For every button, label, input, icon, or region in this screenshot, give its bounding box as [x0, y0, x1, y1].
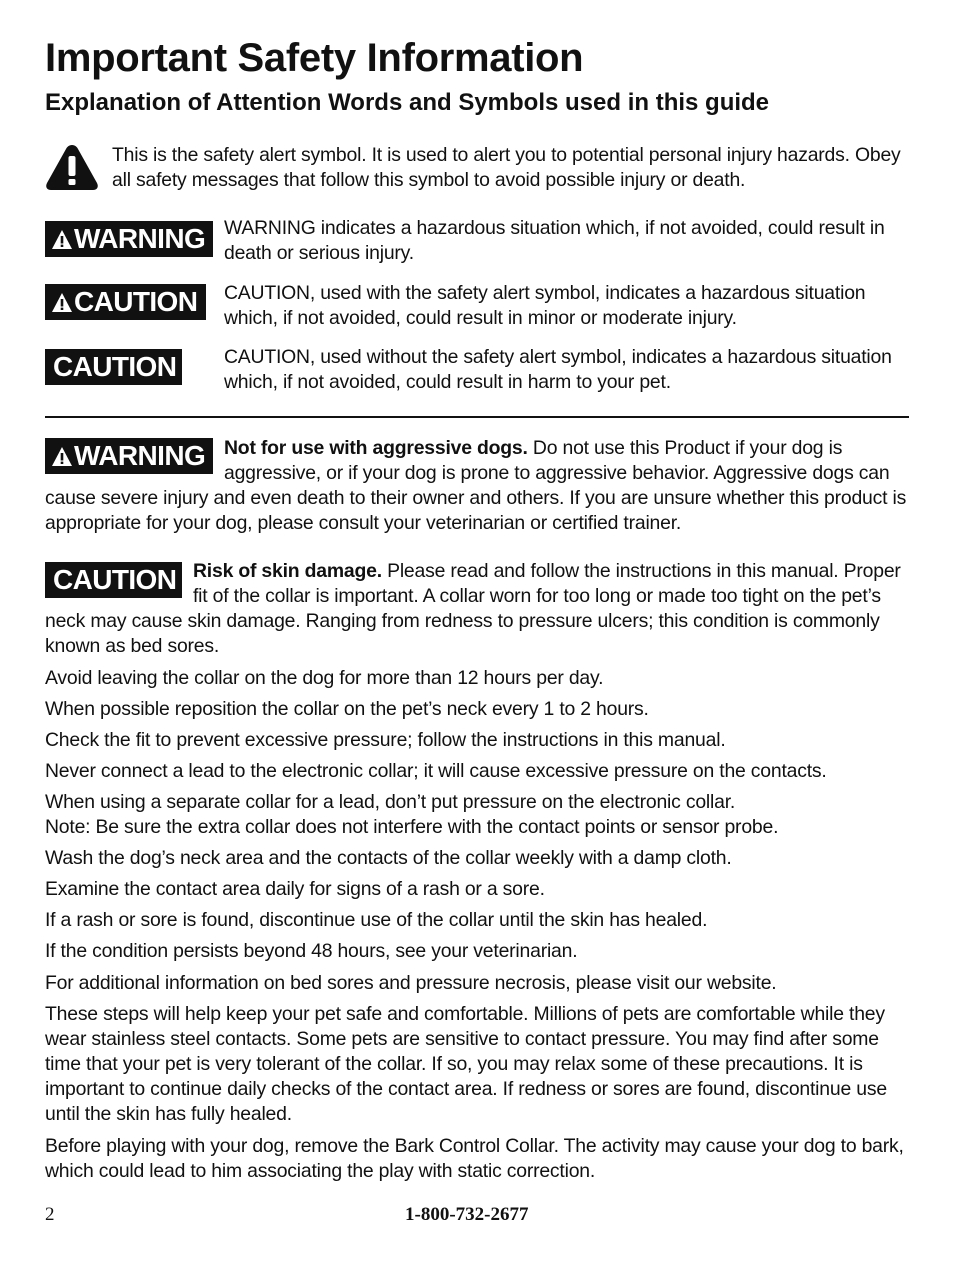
list-item: If the condition persists beyond 48 hours, see your veterinarian. [45, 940, 578, 962]
aggressive-dogs-warning [45, 436, 911, 536]
page-subtitle: Explanation of Attention Words and Symbols used in this guide [45, 89, 770, 116]
list-item: Avoid leaving the collar on the dog for more than 12 hours per day. [45, 667, 604, 689]
list-item: If a rash or sore is found, discontinue use of the collar until the skin has healed. [45, 909, 708, 931]
caution-with-symbol-label [45, 284, 206, 320]
aggressive-dogs-body: Do not use this Product if your dog is aggressive, or if your dog is prone to aggressive behavior. Aggressive dogs can cause severe injury and even death to their owner and others. If you are unsure whether this product is appropriate for your dog, please consult your veterinarian or certified trainer. [45, 437, 907, 534]
aggressive-dogs-heading: Not for use with aggressive dogs. [224, 437, 528, 459]
warning-definition: WARNING indicates a hazardous situation which, if not avoided, could result in death or serious injury. [224, 217, 885, 264]
caution-label-text: CAUTION [53, 564, 177, 595]
caution-label-text: CAUTION [74, 286, 198, 317]
caution-label-text: CAUTION [53, 351, 177, 382]
page-title: Important Safety Information [45, 36, 584, 80]
list-item-note: Note: Be sure the extra collar does not interfere with the contact points or sensor probe. [45, 816, 779, 838]
list-item-paragraph: These steps will help keep your pet safe and comfortable. Millions of pets are comfortable while they wear stainless steel contacts. Some pets are sensitive to contact pressure. You may find after some time that your pet is very tolerant of the collar. If so, you may relax some of these precautions. It is important to continue daily checks of the contact area. If redness or sores are found, discontinue use until the skin has fully healed. [45, 1003, 887, 1125]
caution-without-symbol-definition: CAUTION, used without the safety alert symbol, indicates a hazardous situation which, if not avoided, could result in harm to your pet. [224, 346, 892, 393]
list-item: When possible reposition the collar on the pet’s neck every 1 to 2 hours. [45, 698, 649, 720]
page-number: 2 [45, 1204, 55, 1225]
alert-symbol-description: This is the safety alert symbol. It is used to alert you to potential personal injury hazards. Obey all safety messages that follow this symbol to avoid possible injury or death. [112, 144, 901, 191]
skin-damage-body: Please read and follow the instructions in this manual. Proper fit of the collar is important. A collar worn for too long or made too tight on the pet’s neck may cause skin damage. Ranging from redness to pressure ulcers; this condition is commonly known as bed sores. [45, 560, 901, 657]
list-item-paragraph: Before playing with your dog, remove the Bark Control Collar. The activity may cause your dog to bark, which could lead to him associating the play with static correction. [45, 1135, 904, 1182]
list-item: Check the fit to prevent excessive pressure; follow the instructions in this manual. [45, 729, 726, 751]
list-item: When using a separate collar for a lead, don’t put pressure on the electronic collar. [45, 791, 736, 813]
warning-label [45, 221, 213, 257]
alert-triangle-icon [51, 229, 73, 251]
skin-damage-heading: Risk of skin damage. [193, 560, 382, 582]
list-item: Wash the dog’s neck area and the contacts of the collar weekly with a damp cloth. [45, 847, 732, 869]
list-item: Never connect a lead to the electronic collar; it will cause excessive pressure on the contacts. [45, 760, 827, 782]
list-item: Examine the contact area daily for signs of a rash or a sore. [45, 878, 545, 900]
alert-triangle-icon [51, 292, 73, 314]
caution-label [45, 349, 182, 385]
warning-label-text: WARNING [74, 223, 206, 254]
caution-with-symbol-definition: CAUTION, used with the safety alert symbol, indicates a hazardous situation which, if not avoided, could result in minor or moderate injury. [224, 282, 866, 329]
section-divider [45, 416, 909, 418]
phone-number: 1-800-732-2677 [405, 1204, 529, 1225]
list-item: For additional information on bed sores and pressure necrosis, please visit our website. [45, 972, 777, 994]
warning-label-text: WARNING [74, 440, 206, 471]
skin-damage-caution [45, 559, 909, 659]
safety-alert-icon [45, 143, 99, 191]
